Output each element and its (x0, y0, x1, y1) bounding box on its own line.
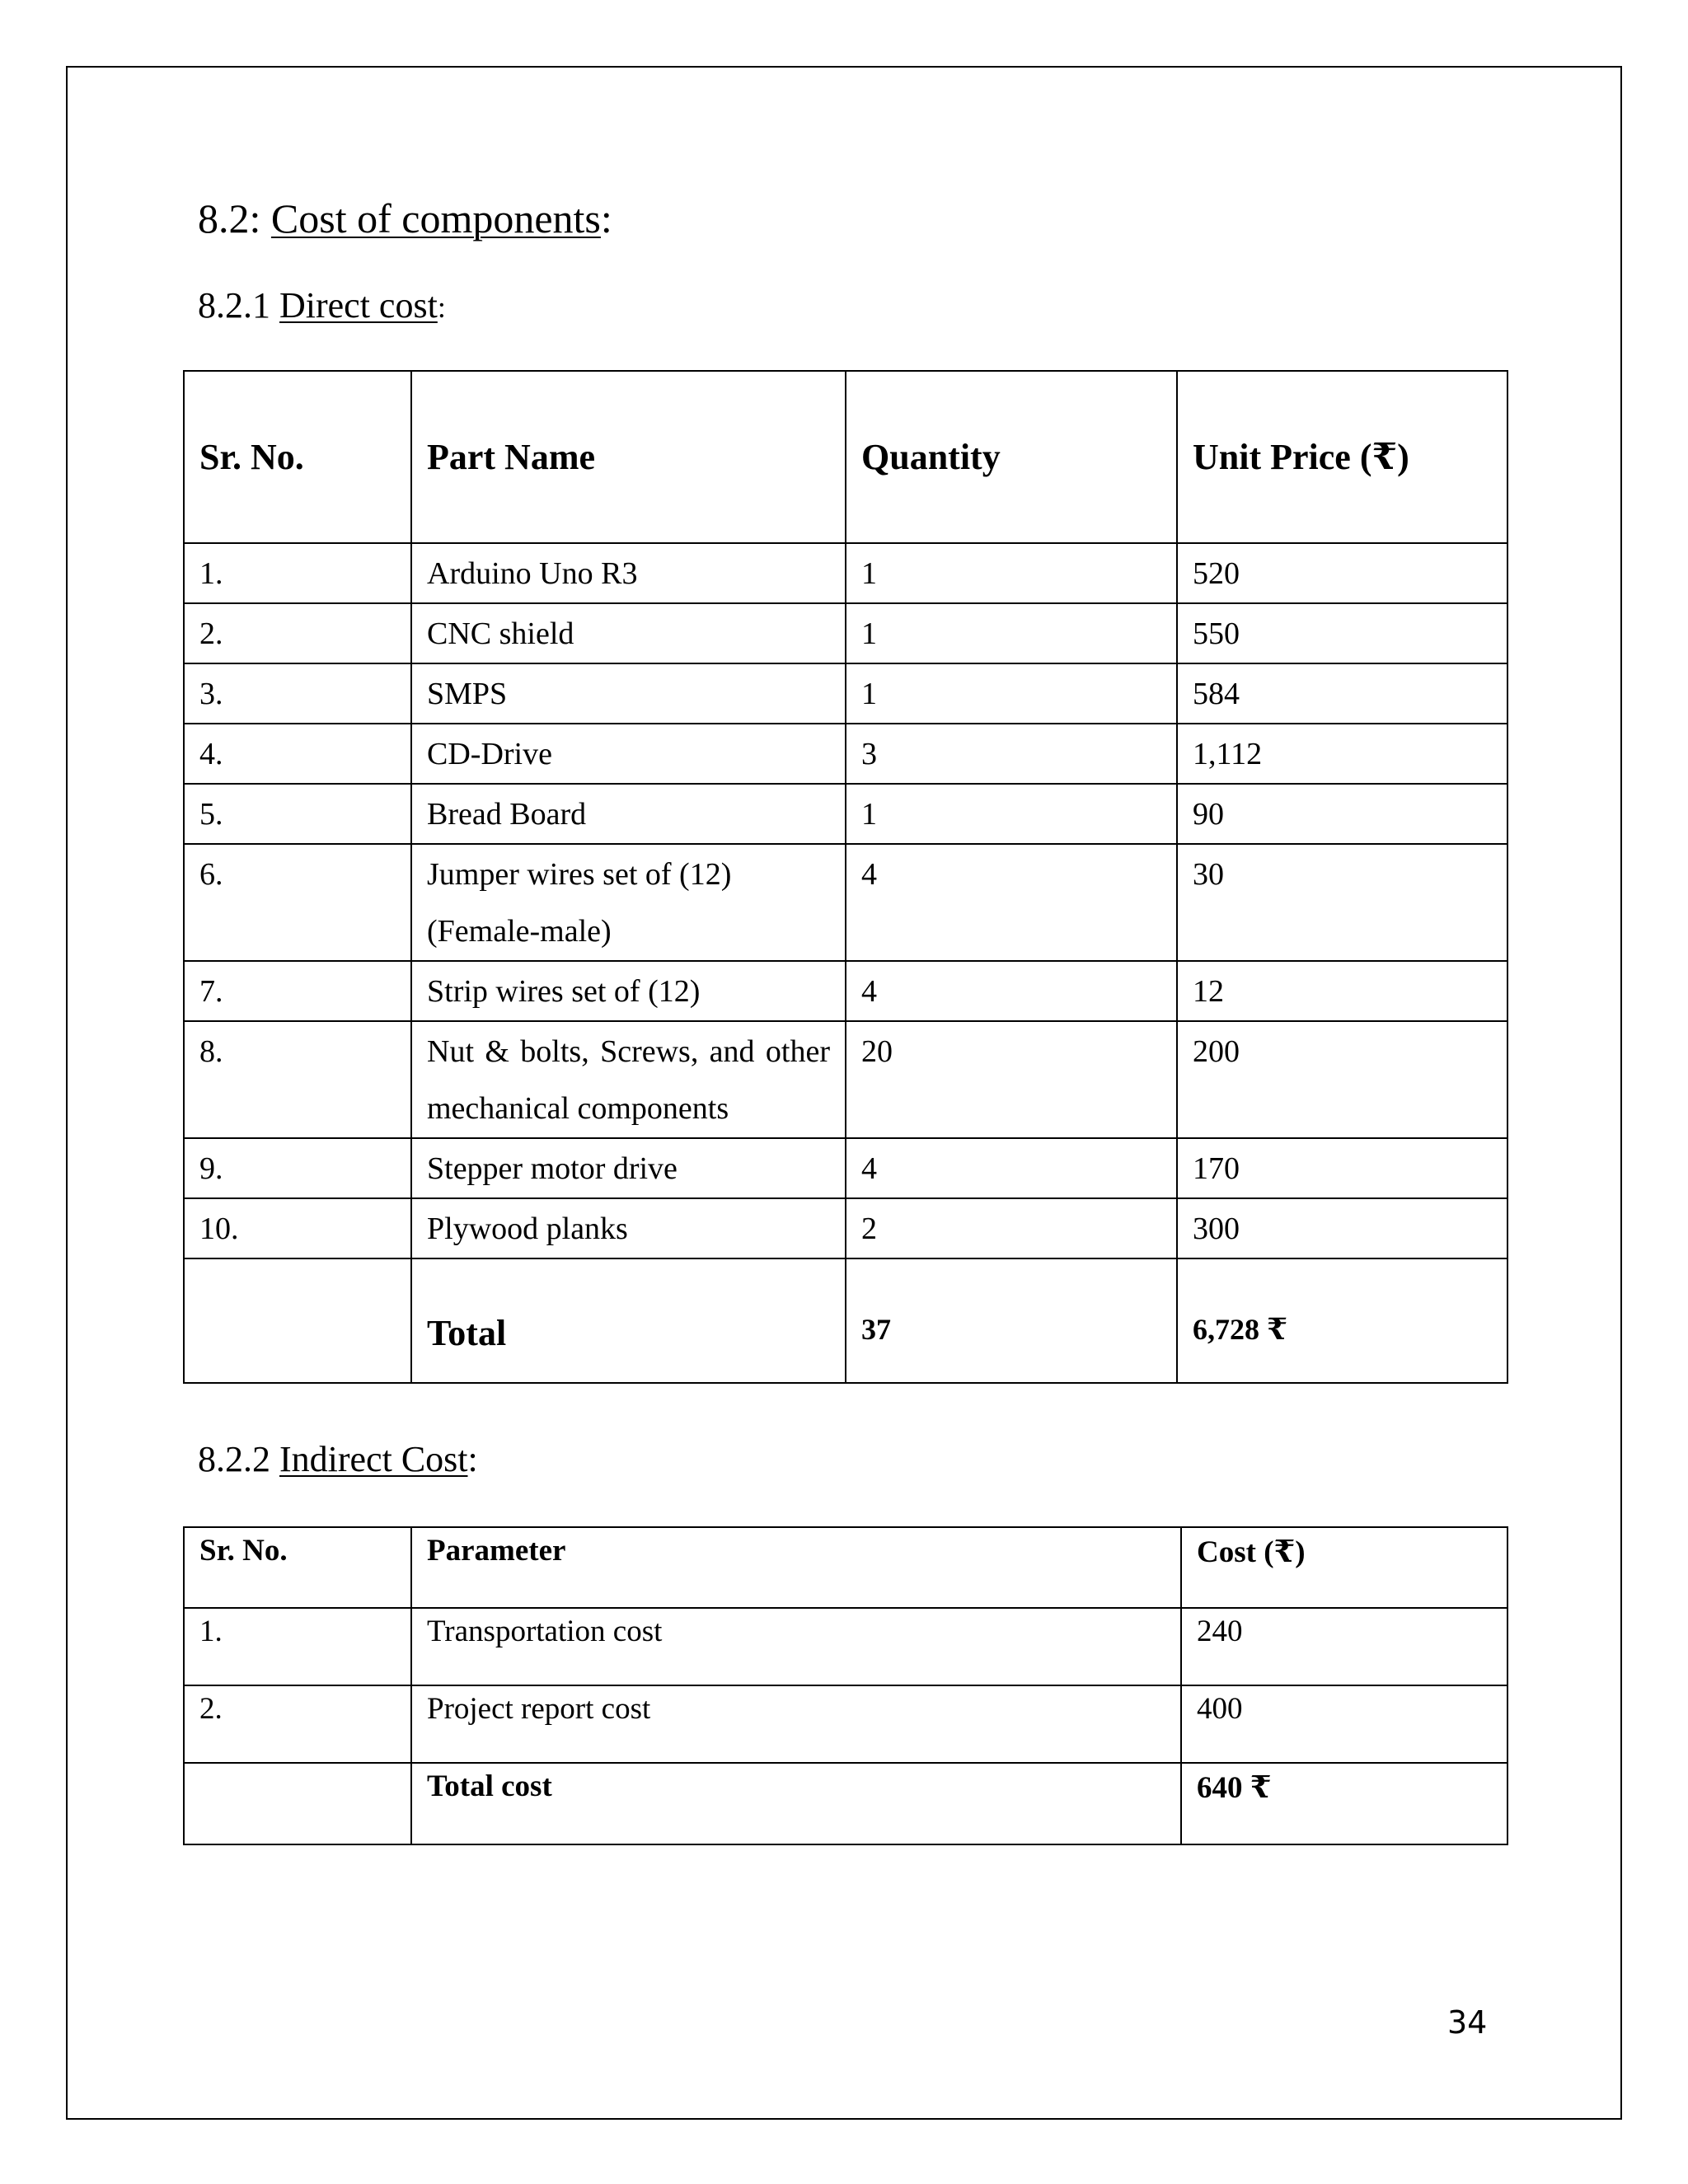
cell-part-name: Stepper motor drive (411, 1138, 846, 1198)
direct-cost-colon: : (437, 291, 446, 324)
table-row (184, 961, 1507, 1021)
cell-unit-price: 300 (1177, 1198, 1507, 1258)
cell-part-name: Nut & bolts, Screws, and other mechanical components (411, 1021, 846, 1138)
cell-parameter: Transportation cost (411, 1608, 1181, 1685)
table-row (184, 1608, 1507, 1685)
section-heading (198, 194, 612, 242)
cell-quantity: 4 (846, 844, 1177, 961)
table-row (184, 724, 1507, 784)
total-row (184, 1763, 1507, 1844)
cell-unit-price: 90 (1177, 784, 1507, 844)
cell-part-name: Jumper wires set of (12) (Female-male) (411, 844, 846, 961)
cell-sr-no: 4. (184, 724, 411, 784)
table-row (184, 844, 1507, 961)
header-quantity: Quantity (846, 371, 1177, 543)
cell-quantity: 2 (846, 1198, 1177, 1258)
table-row (184, 1198, 1507, 1258)
page-number: 34 (1447, 2004, 1488, 2041)
cell-unit-price: 30 (1177, 844, 1507, 961)
cell-unit-price: 200 (1177, 1021, 1507, 1138)
indirect-cost-number: 8.2.2 (198, 1439, 279, 1479)
indirect-cost-colon: : (467, 1439, 478, 1479)
cell-quantity: 1 (846, 663, 1177, 724)
cell-sr-no: 1. (184, 543, 411, 603)
section-number: 8.2: (198, 195, 271, 241)
total-sr-empty (184, 1763, 411, 1844)
header-parameter: Parameter (411, 1527, 1181, 1608)
cell-sr-no: 7. (184, 961, 411, 1021)
cell-quantity: 4 (846, 961, 1177, 1021)
cell-part-name: SMPS (411, 663, 846, 724)
header-sr-no: Sr. No. (184, 371, 411, 543)
header-unit-price: Unit Price (₹) (1177, 371, 1507, 543)
cell-part-name: CNC shield (411, 603, 846, 663)
cell-part-name: CD-Drive (411, 724, 846, 784)
cell-part-name: Plywood planks (411, 1198, 846, 1258)
table-row (184, 603, 1507, 663)
direct-cost-title: Direct cost (279, 285, 438, 326)
cell-sr-no: 5. (184, 784, 411, 844)
cell-cost: 400 (1181, 1685, 1507, 1763)
header-cost: Cost (₹) (1181, 1527, 1507, 1608)
section-colon: : (600, 195, 612, 241)
total-cost-label: Total cost (411, 1763, 1181, 1844)
table-row (184, 784, 1507, 844)
total-quantity: 37 (846, 1258, 1177, 1383)
cell-sr-no: 8. (184, 1021, 411, 1138)
cell-unit-price: 12 (1177, 961, 1507, 1021)
cell-sr-no: 1. (184, 1608, 411, 1685)
cell-unit-price: 170 (1177, 1138, 1507, 1198)
cell-quantity: 1 (846, 784, 1177, 844)
indirect-cost-table (183, 1526, 1508, 1845)
cell-quantity: 20 (846, 1021, 1177, 1138)
cell-parameter: Project report cost (411, 1685, 1181, 1763)
total-price: 6,728 ₹ (1177, 1258, 1507, 1383)
table-row (184, 543, 1507, 603)
cell-part-name: Bread Board (411, 784, 846, 844)
total-cost-value: 640 ₹ (1181, 1763, 1507, 1844)
cell-sr-no: 3. (184, 663, 411, 724)
cell-part-name: Arduino Uno R3 (411, 543, 846, 603)
cell-quantity: 1 (846, 543, 1177, 603)
cell-unit-price: 1,112 (1177, 724, 1507, 784)
cell-quantity: 1 (846, 603, 1177, 663)
total-row (184, 1258, 1507, 1383)
direct-cost-number: 8.2.1 (198, 285, 279, 326)
header-sr-no: Sr. No. (184, 1527, 411, 1608)
total-sr-empty (184, 1258, 411, 1383)
table-header-row (184, 1527, 1507, 1608)
cell-unit-price: 584 (1177, 663, 1507, 724)
table-row (184, 1021, 1507, 1138)
cell-sr-no: 10. (184, 1198, 411, 1258)
total-label: Total (411, 1258, 846, 1383)
table-header-row (184, 371, 1507, 543)
header-part-name: Part Name (411, 371, 846, 543)
table-row (184, 1685, 1507, 1763)
cell-sr-no: 2. (184, 603, 411, 663)
table-row (184, 663, 1507, 724)
cell-cost: 240 (1181, 1608, 1507, 1685)
cell-sr-no: 9. (184, 1138, 411, 1198)
cell-sr-no: 6. (184, 844, 411, 961)
section-title: Cost of components (270, 195, 601, 241)
indirect-cost-heading (198, 1438, 478, 1480)
table-row (184, 1138, 1507, 1198)
direct-cost-heading (198, 284, 446, 326)
cell-part-name: Strip wires set of (12) (411, 961, 846, 1021)
cell-quantity: 4 (846, 1138, 1177, 1198)
cell-unit-price: 550 (1177, 603, 1507, 663)
indirect-cost-title: Indirect Cost (279, 1439, 468, 1479)
cell-sr-no: 2. (184, 1685, 411, 1763)
direct-cost-table (183, 370, 1508, 1384)
cell-quantity: 3 (846, 724, 1177, 784)
cell-unit-price: 520 (1177, 543, 1507, 603)
